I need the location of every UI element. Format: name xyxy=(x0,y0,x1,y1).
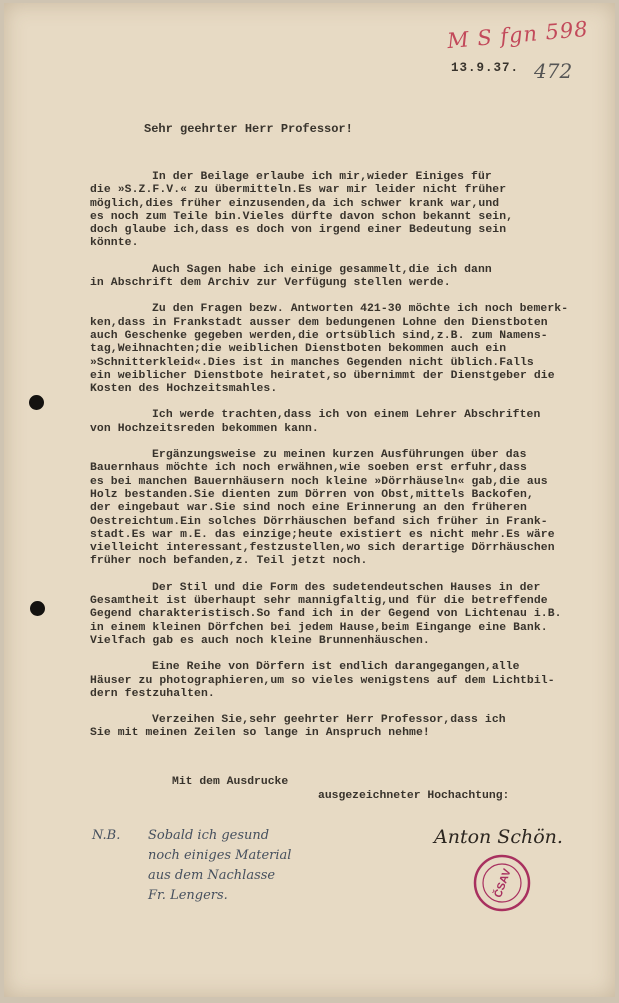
paragraph: Ich werde trachten,dass ich von einem Lehrer Abschriften von Hochzeitsreden bekommen kann. xyxy=(90,409,541,435)
paragraph: Verzeihen Sie,sehr geehrter Herr Professor,dass ich Sie mit meinen Zeilen so lange in Anspruch nehme! xyxy=(90,714,506,740)
letter-body xyxy=(90,171,576,754)
note-line: noch einiges Material xyxy=(148,848,292,863)
handwritten-signature: Anton Schön. xyxy=(434,826,563,848)
folio-number: 472 xyxy=(534,59,573,83)
letter-date: 13.9.37. xyxy=(451,61,520,75)
paragraph: Ergänzungsweise zu meinen kurzen Ausführungen über das Bauernhaus möchte ich noch erwähnen,wie soeben erst erfuhr,dass es bei manchen Bauernhäusern noch kleine »Dörrhäuseln« gab,die aus Holz bestanden.Sie dienten zum Dörren von Obst,mittels Backofen, der eingebaut war.Sie sind noch eine Erinnerung an den früheren Oestreichtum.Ein solches Dörrhäuschen befand sich früher in Frank- stadt.Es war m.E. das einzige;heute existiert es nicht mehr.Es wäre vielleicht interessant,festzustellen,wo sich derartige Dörrhäuschen früher noch befanden,z. Teil jetzt noch. xyxy=(90,449,555,568)
paragraph: In der Beilage erlaube ich mir,wieder Einiges für die »S.Z.F.V.« zu übermitteln.Es war mir leider nicht früher möglich,dies früher einzusenden,da ich schwer krank war,und es noch zum Teile bin.Vieles dürfte davon schon bekannt sein, doch glaube ich,dass es doch von irgend einer Bedeutung sein könnte. xyxy=(90,171,514,250)
stamp-text: ČSAV xyxy=(492,867,514,900)
salutation: Sehr geehrter Herr Professor! xyxy=(144,122,353,136)
note-line: aus dem Nachlasse xyxy=(148,868,276,883)
note-line: Fr. Lengers. xyxy=(148,888,228,903)
note-marker: N.B. xyxy=(92,828,121,843)
paragraph: Der Stil und die Form des sudetendeutschen Hauses in der Gesamtheit ist überhaupt sehr mannigfaltig,und für die betreffende Gegend charakteristisch.So fand ich in der Gegend von Lichtenau i.B. in einem kleinen Dörfchen bei jedem Hause,beim Eingange eine Bank. Vielfach gab es auch noch kleine Brunnenhäuschen. xyxy=(90,581,562,647)
archive-stamp xyxy=(472,853,532,913)
paragraph: Eine Reihe von Dörfern ist endlich darangegangen,alle Häuser zu photographieren,um so vieles wenigstens auf dem Lichtbil- dern festzuhalten. xyxy=(90,661,555,700)
paragraph: Auch Sagen habe ich einige gesammelt,die ich dann in Abschrift dem Archiv zur Verfügung stellen werde. xyxy=(90,263,492,290)
closing-line: Mit dem Ausdrucke xyxy=(172,776,289,788)
archive-reference-number: M S fgn 598 xyxy=(446,16,590,54)
punch-hole-lower xyxy=(30,601,45,616)
punch-hole-upper xyxy=(29,395,44,410)
letter-page xyxy=(4,3,615,997)
regards-line: ausgezeichneter Hochachtung: xyxy=(318,790,510,802)
note-line: Sobald ich gesund xyxy=(148,828,270,843)
paragraph: Zu den Fragen bezw. Antworten 421-30 möchte ich noch bemerk- ken,dass in Frankstadt ausser dem bedungenen Lohne den Dienstboten auch Geschenke gegeben werden,die ortsüblich sind,z.B. zum Namens- tag,Weihnachten;die weiblichen Dienstboten bekommen auch ein »Schnitterkleid«.Dies ist in manches Gegenden nicht üblich.Falls ein weiblicher Dienstbote heiratet,so übernimmt der Dienstgeber die Kosten des Hochzeitsmahles. xyxy=(90,303,569,396)
